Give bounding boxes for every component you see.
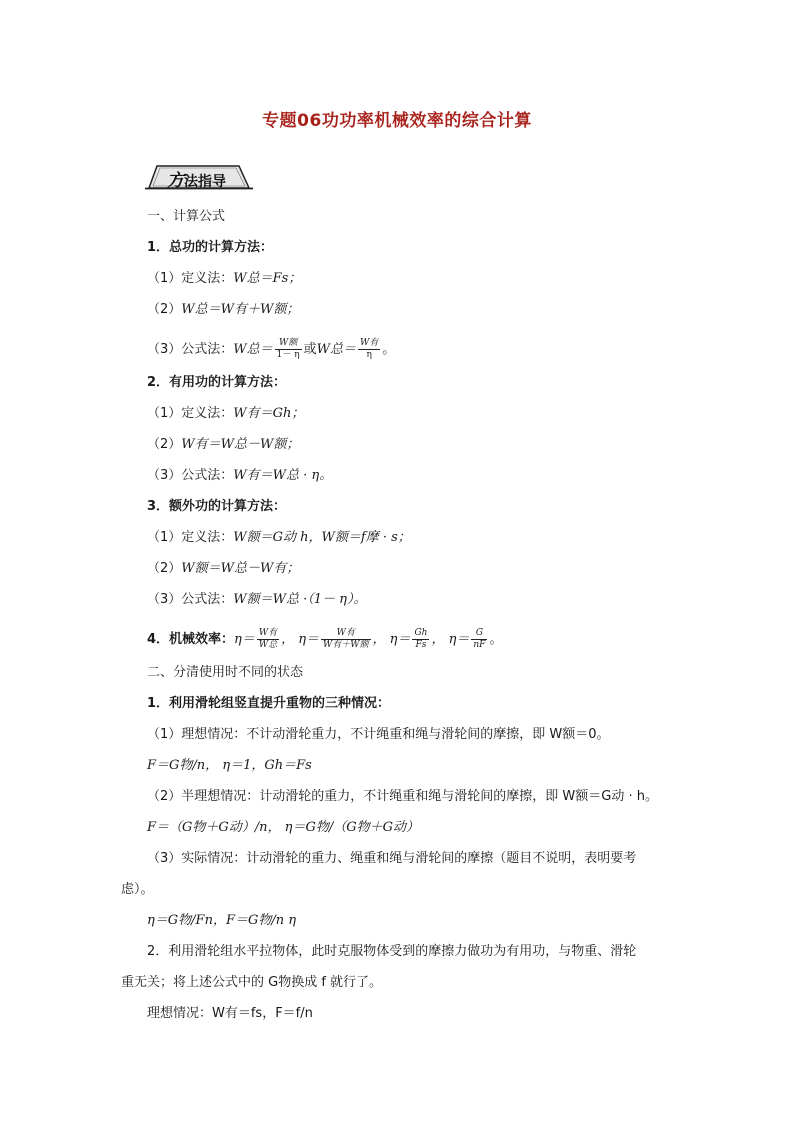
list-item: （1）定义法：W有＝Gh； xyxy=(147,406,305,421)
fraction: $\frac{\text{W额}}{1- \eta}$ xyxy=(276,338,300,360)
efficiency-formulas: 4．机械效率：η＝ $\frac{\text{W有}}{\text{W总}}$ ， η＝ $\frac{\text{W有}}{\text{W有＋W额}}$ ， η＝ $\frac{Gh}{Fs}$ ， η＝ $\frac{G}{nF}$ 。 xyxy=(147,628,503,650)
formula-line: F＝（G物＋G动）/n， η＝G物/（G物＋G动） xyxy=(147,820,419,835)
formula-line: F＝G物/n， η＝1，Gh＝Fs xyxy=(147,758,312,773)
section-heading-formulas: 一、计算公式 xyxy=(147,209,226,224)
list-item: （1）理想情况：不计动滑轮重力，不计绳重和绳与滑轮间的摩擦，即 W额＝0。 xyxy=(147,727,610,742)
pulley-horizontal-paragraph: 2．利用滑轮组水平拉物体，此时克服物体受到的摩擦力做功为有用功，与物重、滑轮 xyxy=(147,944,637,959)
list-item: （2）W额＝W总－W有； xyxy=(147,561,300,576)
ideal-case-line: 理想情况：W有＝fs，F＝f/n xyxy=(147,1006,313,1021)
fraction: $\frac{G}{nF}$ xyxy=(473,628,486,650)
useful-work-heading: 2．有用功的计算方法： xyxy=(147,375,287,390)
fraction: $\frac{\text{W有}}{\text{W有＋W额}}$ xyxy=(323,628,369,650)
list-item: （1）定义法：W总＝Fs； xyxy=(147,271,302,286)
section-heading-states: 二、分清使用时不同的状态 xyxy=(147,665,304,680)
pulley-vertical-heading: 1．利用滑轮组竖直提升重物的三种情况： xyxy=(147,696,391,711)
list-item: （2）W有＝W总－W额； xyxy=(147,437,300,452)
fraction: $\frac{\text{W有}}{\eta}$ xyxy=(360,338,379,360)
list-item: （2）半理想情况：计动滑轮的重力，不计绳重和绳与滑轮间的摩擦，即 W额＝G动 · h。 xyxy=(147,789,658,804)
fraction: $\frac{Gh}{Fs}$ xyxy=(414,628,428,650)
list-item: （3）实际情况：计动滑轮的重力、绳重和绳与滑轮间的摩擦（题目不说明，表明要考 xyxy=(147,851,637,866)
list-item: （2）W总＝W有＋W额； xyxy=(147,302,300,317)
formula-line: η＝G物/Fn，F＝G物/n η xyxy=(147,913,297,928)
extra-work-heading: 3．额外功的计算方法： xyxy=(147,499,287,514)
list-item: （3）公式法：W有＝W总 · η。 xyxy=(147,468,333,483)
list-item: （3）公式法：W总＝ $\frac{\text{W额}}{1- \eta}$ 或W总＝ $\frac{\text{W有}}{\eta}$ 。 xyxy=(147,338,396,360)
list-item: （1）定义法：W额＝G动 h，W额＝f摩 · s； xyxy=(147,530,411,545)
list-item: （3）公式法：W额＝W总 ·（1－ η）。 xyxy=(147,592,367,607)
method-guide-badge xyxy=(145,162,253,190)
badge-label: 方法指导 xyxy=(167,171,226,191)
list-item: 虑）。 xyxy=(121,882,154,897)
total-work-heading: 1．总功的计算方法： xyxy=(147,240,274,255)
page-title: 专题06功功率机械效率的综合计算 xyxy=(262,111,532,131)
pulley-horizontal-paragraph-cont: 重无关；将上述公式中的 G物换成 f 就行了。 xyxy=(121,975,383,990)
fraction: $\frac{\text{W有}}{\text{W总}}$ xyxy=(258,628,278,650)
